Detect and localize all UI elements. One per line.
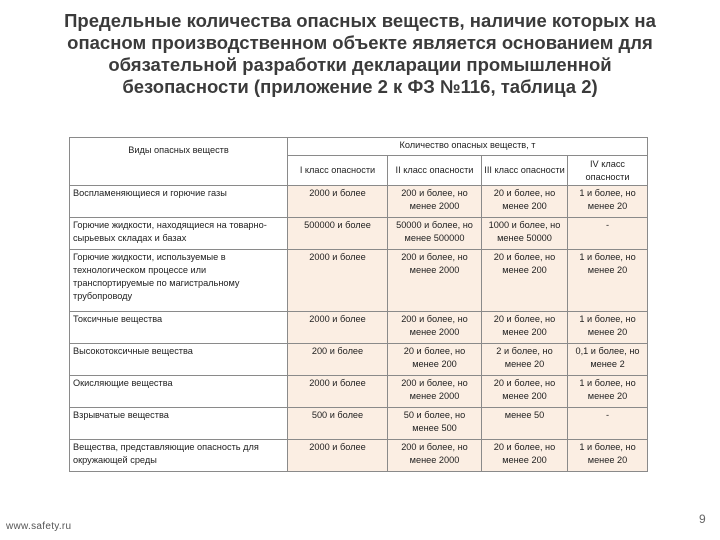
substance-name: Горючие жидкости, используемые в технологическом процессе или транспортируемые по магистральному трубопроводу xyxy=(70,250,288,312)
class-1-value: 2000 и более xyxy=(288,250,388,312)
class-2-value: 50 и более, но менее 500 xyxy=(388,408,482,440)
class-4-value: 1 и более, но менее 20 xyxy=(568,376,648,408)
class-2-value: 200 и более, но менее 2000 xyxy=(388,312,482,344)
page-number: 9 xyxy=(699,512,706,526)
title-line: опасном производственном объекте является основанием для xyxy=(67,32,653,53)
class-4-value: 1 и более, но менее 20 xyxy=(568,312,648,344)
substance-name: Вещества, представляющие опасность для окружающей среды xyxy=(70,440,288,472)
class-4-value: 1 и более, но менее 20 xyxy=(568,440,648,472)
class-2-value: 200 и более, но менее 2000 xyxy=(388,186,482,218)
slide-title xyxy=(30,10,690,98)
class-header-2: II класс опасности xyxy=(388,156,482,186)
class-1-value: 200 и более xyxy=(288,344,388,376)
table-row xyxy=(70,344,648,376)
title-line: обязательной разработки декларации промышленной xyxy=(108,54,612,75)
class-4-value: - xyxy=(568,408,648,440)
class-4-value: 0,1 и более, но менее 2 xyxy=(568,344,648,376)
table-row xyxy=(70,186,648,218)
class-1-value: 2000 и более xyxy=(288,440,388,472)
substance-name: Воспламеняющиеся и горючие газы xyxy=(70,186,288,218)
class-2-value: 200 и более, но менее 2000 xyxy=(388,440,482,472)
class-3-value: 20 и более, но менее 200 xyxy=(482,186,568,218)
table-row xyxy=(70,376,648,408)
table-row xyxy=(70,312,648,344)
class-3-value: 20 и более, но менее 200 xyxy=(482,440,568,472)
table-row xyxy=(70,250,648,312)
substance-type-header: Виды опасных веществ xyxy=(70,138,288,186)
class-1-value: 2000 и более xyxy=(288,376,388,408)
class-3-value: 2 и более, но менее 20 xyxy=(482,344,568,376)
substance-name: Горючие жидкости, находящиеся на товарно-сырьевых складах и базах xyxy=(70,218,288,250)
class-3-value: 20 и более, но менее 200 xyxy=(482,312,568,344)
table-header-row xyxy=(70,138,648,156)
class-2-value: 20 и более, но менее 200 xyxy=(388,344,482,376)
class-header-4: IV класс опасности xyxy=(568,156,648,186)
class-1-value: 2000 и более xyxy=(288,312,388,344)
substance-name: Токсичные вещества xyxy=(70,312,288,344)
class-2-value: 200 и более, но менее 2000 xyxy=(388,376,482,408)
class-3-value: 20 и более, но менее 200 xyxy=(482,250,568,312)
class-3-value: 1000 и более, но менее 50000 xyxy=(482,218,568,250)
class-2-value: 200 и более, но менее 2000 xyxy=(388,250,482,312)
class-4-value: 1 и более, но менее 20 xyxy=(568,186,648,218)
class-4-value: 1 и более, но менее 20 xyxy=(568,250,648,312)
table-row xyxy=(70,218,648,250)
class-1-value: 500 и более xyxy=(288,408,388,440)
class-3-value: 20 и более, но менее 200 xyxy=(482,376,568,408)
class-1-value: 500000 и более xyxy=(288,218,388,250)
table-row xyxy=(70,408,648,440)
substance-name: Взрывчатые вещества xyxy=(70,408,288,440)
title-line: Предельные количества опасных веществ, наличие которых на xyxy=(64,10,656,31)
hazard-table-wrap xyxy=(69,137,647,472)
title-line: безопасности (приложение 2 к ФЗ №116, таблица 2) xyxy=(122,76,598,97)
hazard-substances-table xyxy=(69,137,648,472)
table-row xyxy=(70,440,648,472)
quantity-group-header: Количество опасных веществ, т xyxy=(288,138,648,156)
class-1-value: 2000 и более xyxy=(288,186,388,218)
class-header-3: III класс опасности xyxy=(482,156,568,186)
substance-name: Высокотоксичные вещества xyxy=(70,344,288,376)
class-4-value: - xyxy=(568,218,648,250)
class-3-value: менее 50 xyxy=(482,408,568,440)
substance-name: Окисляющие вещества xyxy=(70,376,288,408)
class-2-value: 50000 и более, но менее 500000 xyxy=(388,218,482,250)
footer-url[interactable]: www.safety.ru xyxy=(6,521,72,532)
class-header-1: I класс опасности xyxy=(288,156,388,186)
